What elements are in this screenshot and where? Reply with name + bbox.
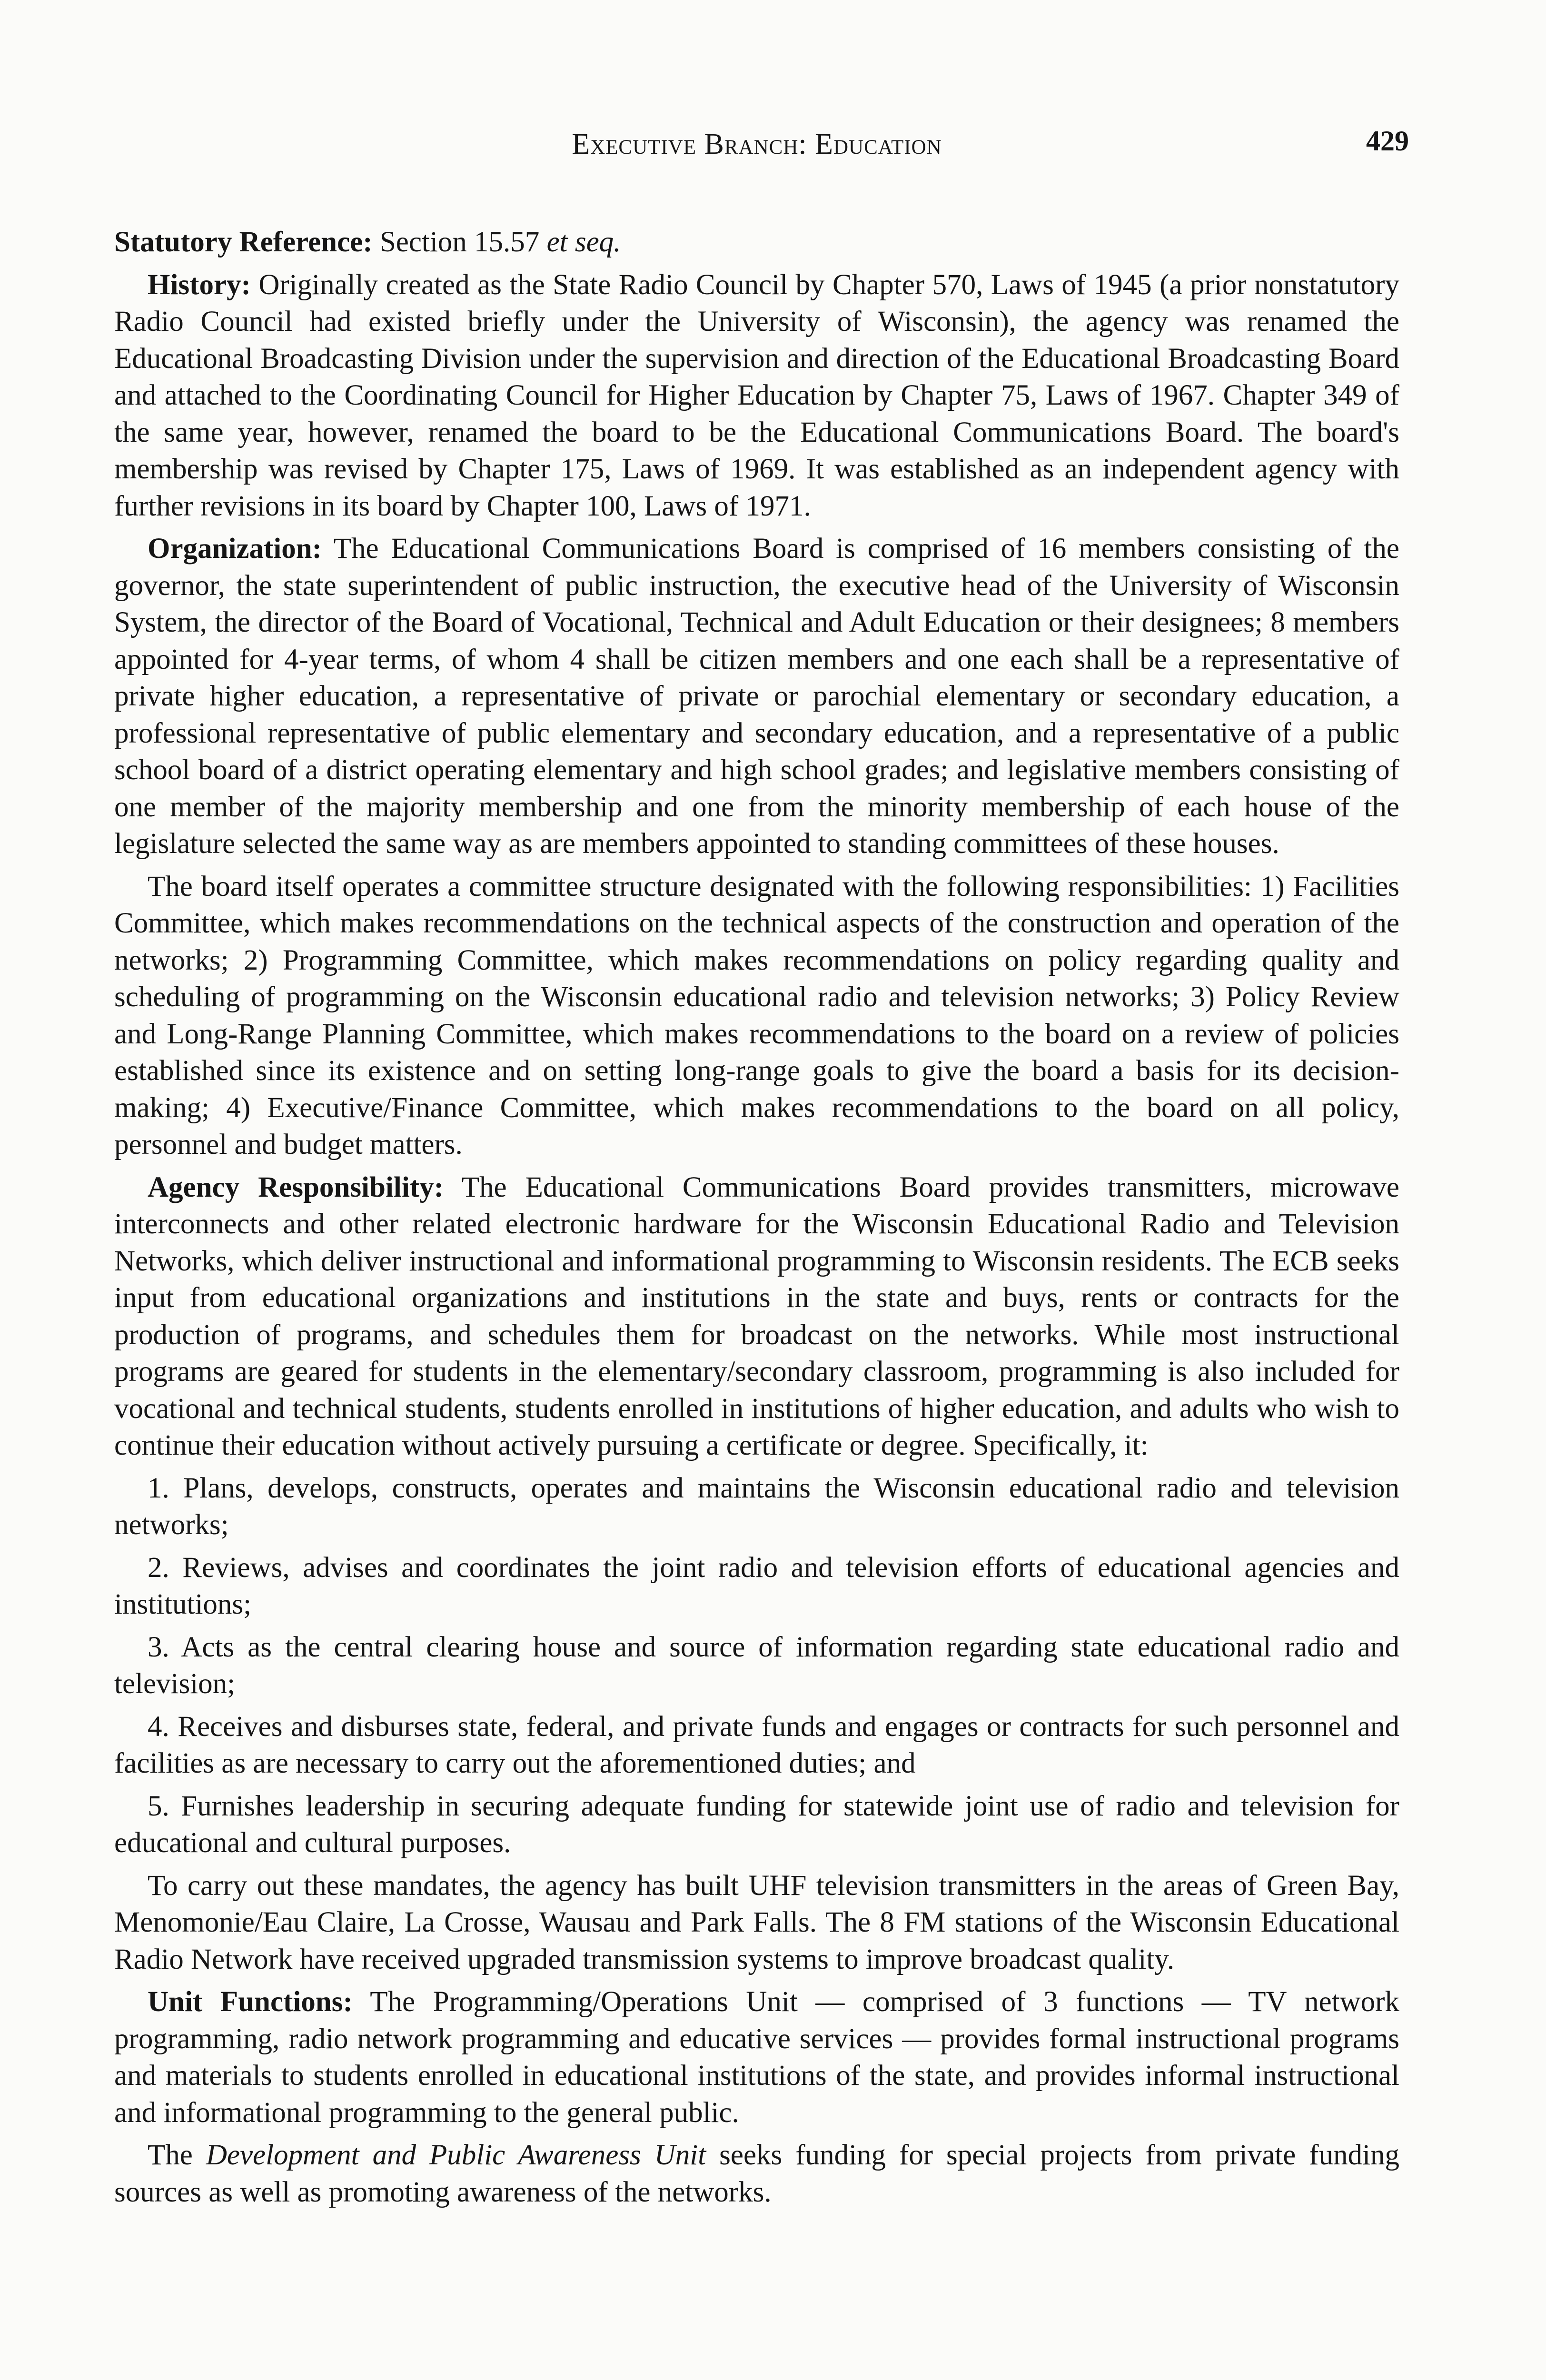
development-unit-lead: The [148,2139,193,2171]
history-paragraph [114,267,1399,525]
organization-text: The Educational Communications Board is comprised of 16 members consisting of the governor, the state superintendent of public instruction, the executive head of the University of Wisconsin System, the director of the Board of Vocational, Technical and Adult Education or their designees; 8 members appointed for 4-year terms, of whom 4 shall be citizen members and one each shall be a representative of private higher education, a representative of private or parochial elementary or secondary education, a professional representative of public elementary and secondary education, and a representative of a public school board of a district operating elementary and high school grades; and legislative members consisting of one member of the majority membership and one from the minority membership of each house of the legislature selected the same way as are members appointed to standing committees of these houses. [114,533,1399,860]
responsibility-item-4: 4. Receives and disburses state, federal, and private funds and engages or contracts for such personnel and facilities as are necessary to carry out the aforementioned duties; and [114,1710,1399,1779]
development-unit-name: Development and Public Awareness Unit [206,2139,706,2171]
statutory-reference-label: Statutory Reference: [114,226,373,258]
mandates-paragraph: To carry out these mandates, the agency has built UHF television transmitters in the areas of Green Bay, Menomonie/Eau Claire, La Crosse, Wausau and Park Falls. The 8 FM stations of the Wisconsin Educational Radio Network have received upgraded transmission systems to improve broadcast quality. [114,1869,1399,1975]
body-text [114,224,1399,2216]
organization-label: Organization: [148,533,322,565]
agency-responsibility-paragraph [114,1169,1399,1464]
history-text: Originally created as the State Radio Council by Chapter 570, Laws of 1945 (a prior nonstatutory Radio Council had existed briefly under the University of Wisconsin), the agency was renamed the Educational Broadcasting Division under the supervision and direction of the Educational Broadcasting Board and attached to the Coordinating Council for Higher Education by Chapter 75, Laws of 1967. Chapter 349 of the same year, however, renamed the board to be the Educational Communications Board. The board's membership was revised by Chapter 175, Laws of 1969. It was established as an independent agency with further revisions in its board by Chapter 100, Laws of 1971. [114,268,1399,522]
committee-paragraph: The board itself operates a committee structure designated with the following responsibilities: 1) Facilities Committee, which makes recommendations on the technical aspects of the construction and operation of the networks; 2) Programming Committee, which makes recommendations on policy regarding quality and scheduling of programming on the Wisconsin educational radio and television networks; 3) Policy Review and Long-Range Planning Committee, which makes recommendations to the board on a review of policies established since its existence and on setting long-range goals to give the board a basis for its decision-making; 4) Executive/Finance Committee, which makes recommendations to the board on all policy, personnel and budget matters. [114,870,1399,1160]
responsibility-item-5: 5. Furnishes leadership in securing adequate funding for statewide joint use of radio and television for educational and cultural purposes. [114,1790,1399,1859]
agency-responsibility-text: The Educational Communications Board provides transmitters, microwave interconnects and other related electronic hardware for the Wisconsin Educational Radio and Television Networks, which deliver instructional and informational programming to Wisconsin residents. The ECB seeks input from educational organizations and institutions in the state and buys, rents or contracts for the production of programs, and schedules them for broadcast on the networks. While most instructional programs are geared for students in the elementary/secondary classroom, programming is also included for vocational and technical students, students enrolled in institutions of higher education, and adults who wish to continue their education without actively pursuing a certificate or degree. Specifically, it: [114,1171,1399,1461]
statutory-reference-italic: et seq. [546,226,621,258]
organization-paragraph [114,530,1399,863]
development-unit-paragraph [114,2137,1399,2211]
history-label: History: [148,268,251,301]
development-unit-text: seeks funding for special projects from private funding sources as well as promoting awareness of the networks. [114,2139,1400,2208]
statutory-reference-text: Section 15.57 [379,226,540,258]
page-number: 429 [1366,125,1409,157]
statutory-reference-paragraph [114,224,1399,261]
unit-functions-label: Unit Functions: [148,1986,353,2018]
unit-functions-paragraph [114,1983,1399,2131]
responsibility-item-3: 3. Acts as the central clearing house and source of information regarding state educational radio and television; [114,1631,1399,1700]
unit-functions-text: The Programming/Operations Unit — comprised of 3 functions — TV network programming, radio network programming and educative services — provides formal instructional programs and materials to students enrolled in educational institutions of the state, and provides informal instructional and informational programming to the general public. [114,1986,1399,2129]
agency-responsibility-label: Agency Responsibility: [148,1171,444,1203]
responsibility-item-2: 2. Reviews, advises and coordinates the joint radio and television efforts of educational agencies and institutions; [114,1551,1399,1620]
responsibility-item-1: 1. Plans, develops, constructs, operates and maintains the Wisconsin educational radio and television networks; [114,1472,1399,1541]
running-head: Executive Branch: Education [572,128,942,160]
